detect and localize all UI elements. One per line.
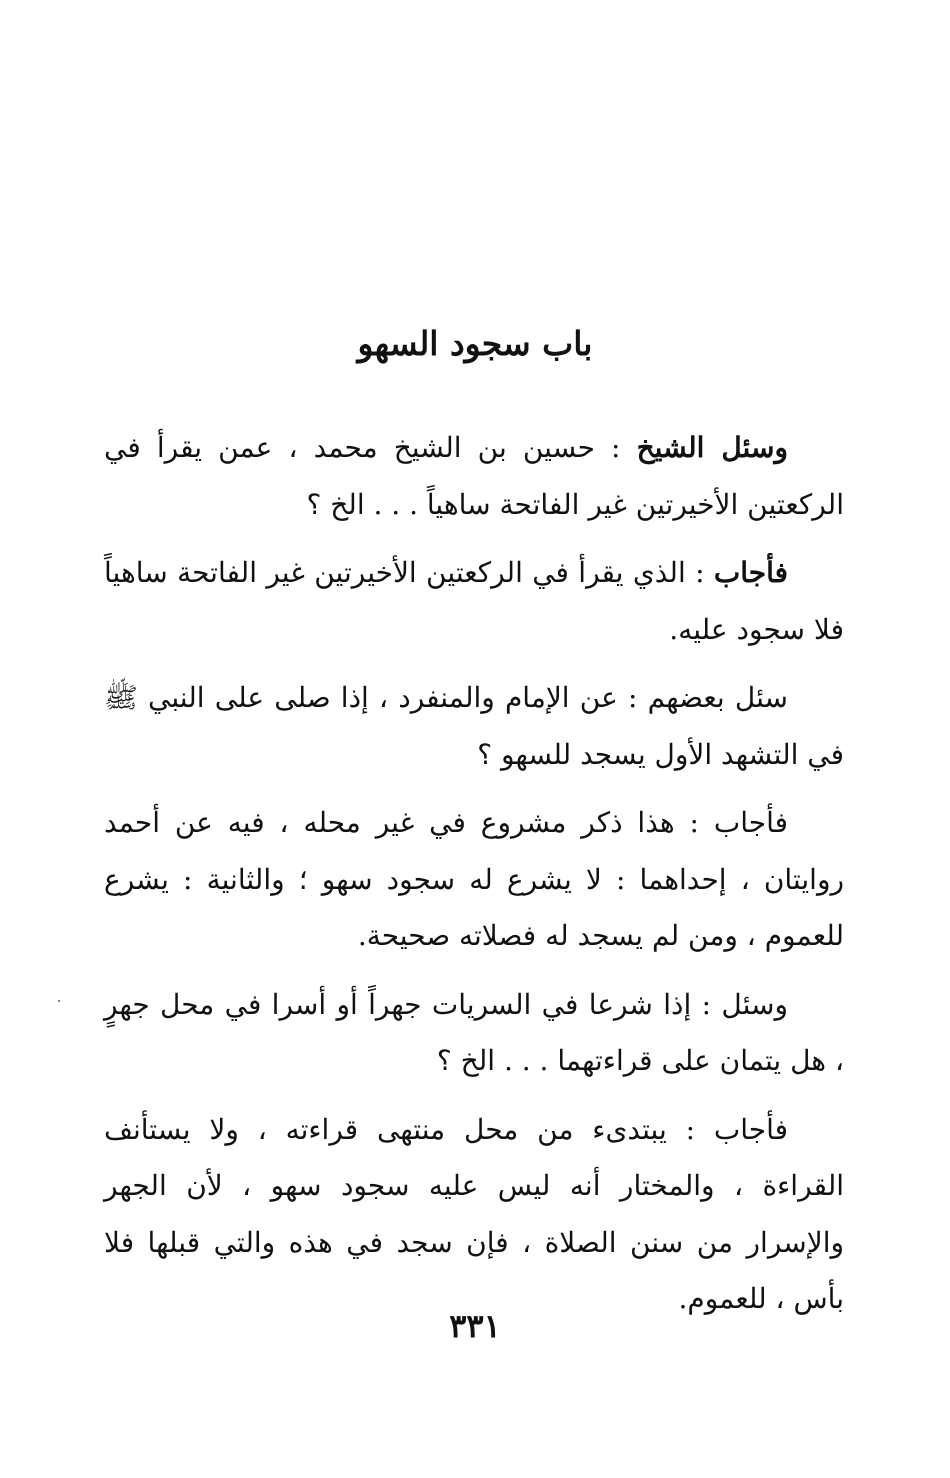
paragraph-answer-1 (104, 545, 844, 658)
paragraph-text: : حسين بن الشيخ محمد ، عمن يقرأ في الركعتين الأخيرتين غير الفاتحة ساهياً . . . الخ ؟ (104, 431, 844, 521)
paragraph-question-3 (104, 977, 844, 1090)
paragraph-lead: وسئل الشيخ (636, 431, 788, 464)
paragraph-text: سئل بعضهم : عن الإمام والمنفرد ، إذا صلى على النبي ﷺ في التشهد الأول يسجد للسهو ؟ (104, 681, 844, 771)
paragraph-answer-2 (104, 795, 844, 965)
paragraph-answer-3 (104, 1102, 844, 1328)
paragraph-lead: فأجاب (713, 556, 788, 589)
margin-speck (58, 1000, 60, 1002)
chapter-title: باب سجود السهو (357, 324, 593, 363)
paragraph-question-2 (104, 670, 844, 783)
paragraph-text: فأجاب : هذا ذكر مشروع في غير محله ، فيه عن أحمد روايتان ، إحداهما : لا يشرع له سجود سهو ؛ والثانية : يشرع للعموم ، ومن لم يسجد له فصلاته صحيحة. (104, 806, 844, 952)
paragraph-text: وسئل : إذا شرعا في السريات جهراً أو أسرا في محل جهرٍ ، هل يتمان على قراءتهما . . . الخ ؟ (104, 987, 844, 1077)
paragraph-text: فأجاب : يبتدىء من محل منتهى قراءته ، ولا يستأنف القراءة ، والمختار أنه ليس عليه سجود سهو ، لأن الجهر والإسرار من سنن الصلاة ، فإن سجد في هذه والتي قبلها فلا بأس ، للعموم. (104, 1112, 845, 1315)
paragraph-text: : الذي يقرأ في الركعتين الأخيرتين غير الفاتحة ساهياً فلا سجود عليه. (104, 556, 844, 646)
page-number: ٣٣١ (449, 1307, 501, 1345)
page-body (104, 420, 844, 1340)
paragraph-question-1 (104, 420, 844, 533)
